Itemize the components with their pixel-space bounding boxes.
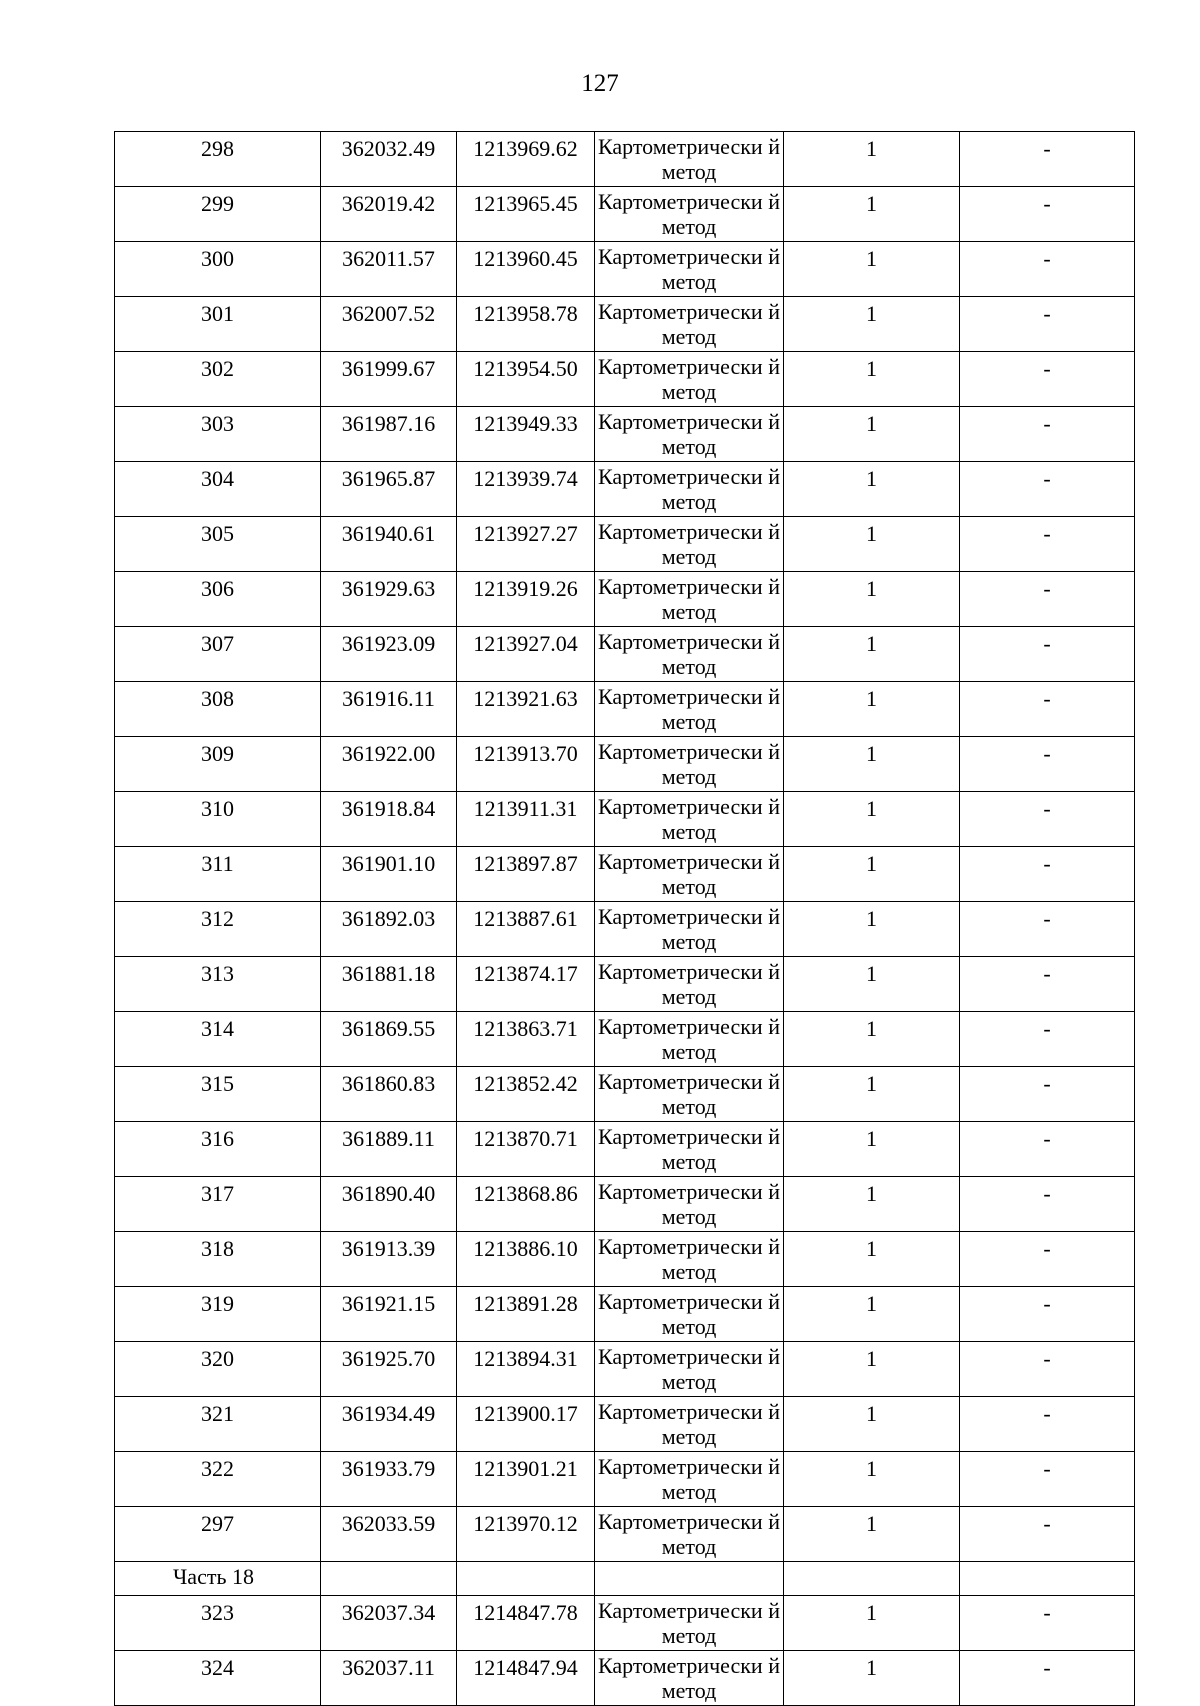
point-number-cell: 324: [115, 1651, 321, 1706]
x-coordinate-cell: 362033.59: [321, 1507, 457, 1562]
x-coordinate-cell: 361999.67: [321, 352, 457, 407]
method-text: Картометрически й метод: [598, 1014, 780, 1063]
method-text: Картометрически й метод: [598, 1598, 780, 1647]
y-coordinate-cell: 1213863.71: [457, 1012, 595, 1067]
table-row: [115, 187, 1135, 242]
x-coordinate-cell: 362011.57: [321, 242, 457, 297]
note-cell: -: [960, 792, 1135, 847]
accuracy-cell: 1: [784, 737, 960, 792]
y-coordinate-cell: 1213921.63: [457, 682, 595, 737]
method-text: Картометрически й метод: [598, 959, 780, 1008]
y-coordinate-cell: 1213870.71: [457, 1122, 595, 1177]
method-text: Картометрически й метод: [598, 299, 780, 348]
note-cell: -: [960, 627, 1135, 682]
x-coordinate-cell: 361889.11: [321, 1122, 457, 1177]
y-coordinate-cell: 1213913.70: [457, 737, 595, 792]
coordinates-table-body: [115, 132, 1135, 1706]
note-cell: -: [960, 957, 1135, 1012]
y-coordinate-cell: 1213887.61: [457, 902, 595, 957]
accuracy-cell: 1: [784, 242, 960, 297]
point-number-cell: 316: [115, 1122, 321, 1177]
point-number-cell: 298: [115, 132, 321, 187]
table-row: [115, 1177, 1135, 1232]
accuracy-cell: 1: [784, 1596, 960, 1651]
coordinates-table: [114, 131, 1135, 1706]
accuracy-cell: 1: [784, 1651, 960, 1706]
x-coordinate-cell: 361933.79: [321, 1452, 457, 1507]
y-coordinate-cell: 1213970.12: [457, 1507, 595, 1562]
method-text: Картометрически й метод: [598, 354, 780, 403]
x-coordinate-cell: 361892.03: [321, 902, 457, 957]
method-text: Картометрически й метод: [598, 1179, 780, 1228]
method-cell: [595, 1177, 784, 1232]
note-cell: -: [960, 1232, 1135, 1287]
x-coordinate-cell: 361921.15: [321, 1287, 457, 1342]
accuracy-cell: 1: [784, 682, 960, 737]
method-cell: [595, 352, 784, 407]
method-text: Картометрически й метод: [598, 1454, 780, 1503]
note-cell: -: [960, 1507, 1135, 1562]
x-coordinate-cell: 362019.42: [321, 187, 457, 242]
table-row: [115, 902, 1135, 957]
table-row: [115, 407, 1135, 462]
accuracy-cell: 1: [784, 297, 960, 352]
y-coordinate-cell: 1213886.10: [457, 1232, 595, 1287]
method-text: Картометрически й метод: [598, 574, 780, 623]
method-text: Картометрически й метод: [598, 629, 780, 678]
method-cell: [595, 1397, 784, 1452]
method-cell: [595, 407, 784, 462]
method-cell: [595, 957, 784, 1012]
y-coordinate-cell: 1213958.78: [457, 297, 595, 352]
method-cell: [595, 1452, 784, 1507]
point-number-cell: 314: [115, 1012, 321, 1067]
x-coordinate-cell: 361934.49: [321, 1397, 457, 1452]
note-cell: -: [960, 132, 1135, 187]
point-number-cell: 305: [115, 517, 321, 572]
empty-cell: [960, 1562, 1135, 1596]
method-cell: [595, 572, 784, 627]
method-text: Картометрически й метод: [598, 189, 780, 238]
note-cell: -: [960, 1067, 1135, 1122]
point-number-cell: 309: [115, 737, 321, 792]
empty-cell: [784, 1562, 960, 1596]
y-coordinate-cell: 1213911.31: [457, 792, 595, 847]
x-coordinate-cell: 361918.84: [321, 792, 457, 847]
part-label: Часть 18: [115, 1562, 321, 1596]
accuracy-cell: 1: [784, 1177, 960, 1232]
accuracy-cell: 1: [784, 187, 960, 242]
method-cell: [595, 737, 784, 792]
table-row: [115, 1342, 1135, 1397]
table-row: [115, 132, 1135, 187]
method-text: Картометрически й метод: [598, 794, 780, 843]
y-coordinate-cell: 1213965.45: [457, 187, 595, 242]
x-coordinate-cell: 361923.09: [321, 627, 457, 682]
point-number-cell: 301: [115, 297, 321, 352]
table-row: [115, 1651, 1135, 1706]
accuracy-cell: 1: [784, 462, 960, 517]
note-cell: -: [960, 902, 1135, 957]
method-cell: [595, 1342, 784, 1397]
accuracy-cell: 1: [784, 1012, 960, 1067]
y-coordinate-cell: 1213891.28: [457, 1287, 595, 1342]
x-coordinate-cell: 361913.39: [321, 1232, 457, 1287]
note-cell: -: [960, 1397, 1135, 1452]
method-cell: [595, 847, 784, 902]
accuracy-cell: 1: [784, 1342, 960, 1397]
method-cell: [595, 462, 784, 517]
note-cell: -: [960, 1287, 1135, 1342]
y-coordinate-cell: 1213874.17: [457, 957, 595, 1012]
note-cell: -: [960, 352, 1135, 407]
x-coordinate-cell: 361916.11: [321, 682, 457, 737]
table-row: [115, 957, 1135, 1012]
x-coordinate-cell: 362007.52: [321, 297, 457, 352]
point-number-cell: 308: [115, 682, 321, 737]
point-number-cell: 313: [115, 957, 321, 1012]
note-cell: -: [960, 682, 1135, 737]
x-coordinate-cell: 361929.63: [321, 572, 457, 627]
accuracy-cell: 1: [784, 1397, 960, 1452]
x-coordinate-cell: 362037.34: [321, 1596, 457, 1651]
method-cell: [595, 1507, 784, 1562]
table-row: [115, 627, 1135, 682]
part-header-row: [115, 1562, 1135, 1596]
table-row: [115, 1232, 1135, 1287]
point-number-cell: 297: [115, 1507, 321, 1562]
method-cell: [595, 517, 784, 572]
point-number-cell: 322: [115, 1452, 321, 1507]
accuracy-cell: 1: [784, 1452, 960, 1507]
table-row: [115, 792, 1135, 847]
method-text: Картометрически й метод: [598, 849, 780, 898]
table-row: [115, 297, 1135, 352]
y-coordinate-cell: 1213927.27: [457, 517, 595, 572]
y-coordinate-cell: 1213852.42: [457, 1067, 595, 1122]
point-number-cell: 323: [115, 1596, 321, 1651]
table-row: [115, 462, 1135, 517]
point-number-cell: 306: [115, 572, 321, 627]
note-cell: -: [960, 1177, 1135, 1232]
table-row: [115, 1012, 1135, 1067]
method-cell: [595, 1122, 784, 1177]
accuracy-cell: 1: [784, 1287, 960, 1342]
note-cell: -: [960, 517, 1135, 572]
x-coordinate-cell: 361901.10: [321, 847, 457, 902]
table-row: [115, 847, 1135, 902]
y-coordinate-cell: 1213900.17: [457, 1397, 595, 1452]
page-number: 127: [581, 70, 619, 97]
x-coordinate-cell: 362032.49: [321, 132, 457, 187]
empty-cell: [321, 1562, 457, 1596]
point-number-cell: 317: [115, 1177, 321, 1232]
y-coordinate-cell: 1213894.31: [457, 1342, 595, 1397]
table-row: [115, 352, 1135, 407]
method-cell: [595, 1596, 784, 1651]
method-text: Картометрически й метод: [598, 519, 780, 568]
x-coordinate-cell: 361965.87: [321, 462, 457, 517]
method-text: Картометрически й метод: [598, 1399, 780, 1448]
y-coordinate-cell: 1213954.50: [457, 352, 595, 407]
method-text: Картометрически й метод: [598, 1289, 780, 1338]
point-number-cell: 321: [115, 1397, 321, 1452]
point-number-cell: 312: [115, 902, 321, 957]
point-number-cell: 302: [115, 352, 321, 407]
note-cell: -: [960, 242, 1135, 297]
accuracy-cell: 1: [784, 517, 960, 572]
y-coordinate-cell: 1213919.26: [457, 572, 595, 627]
table-row: [115, 682, 1135, 737]
method-cell: [595, 627, 784, 682]
method-cell: [595, 297, 784, 352]
method-cell: [595, 902, 784, 957]
note-cell: -: [960, 462, 1135, 517]
point-number-cell: 300: [115, 242, 321, 297]
point-number-cell: 315: [115, 1067, 321, 1122]
table-row: [115, 517, 1135, 572]
x-coordinate-cell: 361890.40: [321, 1177, 457, 1232]
accuracy-cell: 1: [784, 572, 960, 627]
method-text: Картометрически й метод: [598, 464, 780, 513]
method-cell: [595, 132, 784, 187]
table-row: [115, 1507, 1135, 1562]
method-text: Картометрически й метод: [598, 904, 780, 953]
point-number-cell: 299: [115, 187, 321, 242]
method-cell: [595, 242, 784, 297]
method-cell: [595, 682, 784, 737]
accuracy-cell: 1: [784, 847, 960, 902]
note-cell: -: [960, 572, 1135, 627]
accuracy-cell: 1: [784, 627, 960, 682]
method-text: Картометрически й метод: [598, 134, 780, 183]
note-cell: -: [960, 187, 1135, 242]
table-row: [115, 1287, 1135, 1342]
y-coordinate-cell: 1214847.78: [457, 1596, 595, 1651]
method-cell: [595, 187, 784, 242]
y-coordinate-cell: 1213969.62: [457, 132, 595, 187]
point-number-cell: 303: [115, 407, 321, 462]
method-cell: [595, 1651, 784, 1706]
method-cell: [595, 1232, 784, 1287]
method-cell: [595, 1067, 784, 1122]
x-coordinate-cell: 361860.83: [321, 1067, 457, 1122]
note-cell: -: [960, 1122, 1135, 1177]
method-text: Картометрически й метод: [598, 739, 780, 788]
note-cell: -: [960, 407, 1135, 462]
accuracy-cell: 1: [784, 1122, 960, 1177]
method-text: Картометрически й метод: [598, 1344, 780, 1393]
accuracy-cell: 1: [784, 1507, 960, 1562]
point-number-cell: 320: [115, 1342, 321, 1397]
accuracy-cell: 1: [784, 1232, 960, 1287]
accuracy-cell: 1: [784, 407, 960, 462]
accuracy-cell: 1: [784, 902, 960, 957]
y-coordinate-cell: 1213939.74: [457, 462, 595, 517]
method-text: Картометрически й метод: [598, 1653, 780, 1702]
method-text: Картометрически й метод: [598, 684, 780, 733]
method-text: Картометрически й метод: [598, 1124, 780, 1173]
y-coordinate-cell: 1213960.45: [457, 242, 595, 297]
point-number-cell: 318: [115, 1232, 321, 1287]
table-row: [115, 242, 1135, 297]
accuracy-cell: 1: [784, 792, 960, 847]
accuracy-cell: 1: [784, 1067, 960, 1122]
note-cell: -: [960, 297, 1135, 352]
point-number-cell: 304: [115, 462, 321, 517]
y-coordinate-cell: 1213949.33: [457, 407, 595, 462]
accuracy-cell: 1: [784, 957, 960, 1012]
x-coordinate-cell: 361922.00: [321, 737, 457, 792]
point-number-cell: 310: [115, 792, 321, 847]
method-cell: [595, 1012, 784, 1067]
note-cell: -: [960, 1596, 1135, 1651]
method-text: Картометрически й метод: [598, 1069, 780, 1118]
y-coordinate-cell: 1213927.04: [457, 627, 595, 682]
method-text: Картометрически й метод: [598, 1234, 780, 1283]
method-text: Картометрически й метод: [598, 244, 780, 293]
method-text: Картометрически й метод: [598, 1509, 780, 1558]
table-row: [115, 1397, 1135, 1452]
x-coordinate-cell: 361940.61: [321, 517, 457, 572]
x-coordinate-cell: 361881.18: [321, 957, 457, 1012]
x-coordinate-cell: 361869.55: [321, 1012, 457, 1067]
table-row: [115, 1122, 1135, 1177]
y-coordinate-cell: 1213897.87: [457, 847, 595, 902]
note-cell: -: [960, 847, 1135, 902]
empty-cell: [595, 1562, 784, 1596]
point-number-cell: 307: [115, 627, 321, 682]
table-row: [115, 737, 1135, 792]
x-coordinate-cell: 361925.70: [321, 1342, 457, 1397]
table-row: [115, 1452, 1135, 1507]
table-row: [115, 1067, 1135, 1122]
note-cell: -: [960, 737, 1135, 792]
y-coordinate-cell: 1214847.94: [457, 1651, 595, 1706]
note-cell: -: [960, 1342, 1135, 1397]
accuracy-cell: 1: [784, 132, 960, 187]
table-row: [115, 572, 1135, 627]
y-coordinate-cell: 1213868.86: [457, 1177, 595, 1232]
method-text: Картометрически й метод: [598, 409, 780, 458]
x-coordinate-cell: 361987.16: [321, 407, 457, 462]
method-cell: [595, 792, 784, 847]
table-row: [115, 1596, 1135, 1651]
note-cell: -: [960, 1012, 1135, 1067]
accuracy-cell: 1: [784, 352, 960, 407]
note-cell: -: [960, 1452, 1135, 1507]
point-number-cell: 319: [115, 1287, 321, 1342]
y-coordinate-cell: 1213901.21: [457, 1452, 595, 1507]
empty-cell: [457, 1562, 595, 1596]
method-cell: [595, 1287, 784, 1342]
point-number-cell: 311: [115, 847, 321, 902]
note-cell: -: [960, 1651, 1135, 1706]
x-coordinate-cell: 362037.11: [321, 1651, 457, 1706]
